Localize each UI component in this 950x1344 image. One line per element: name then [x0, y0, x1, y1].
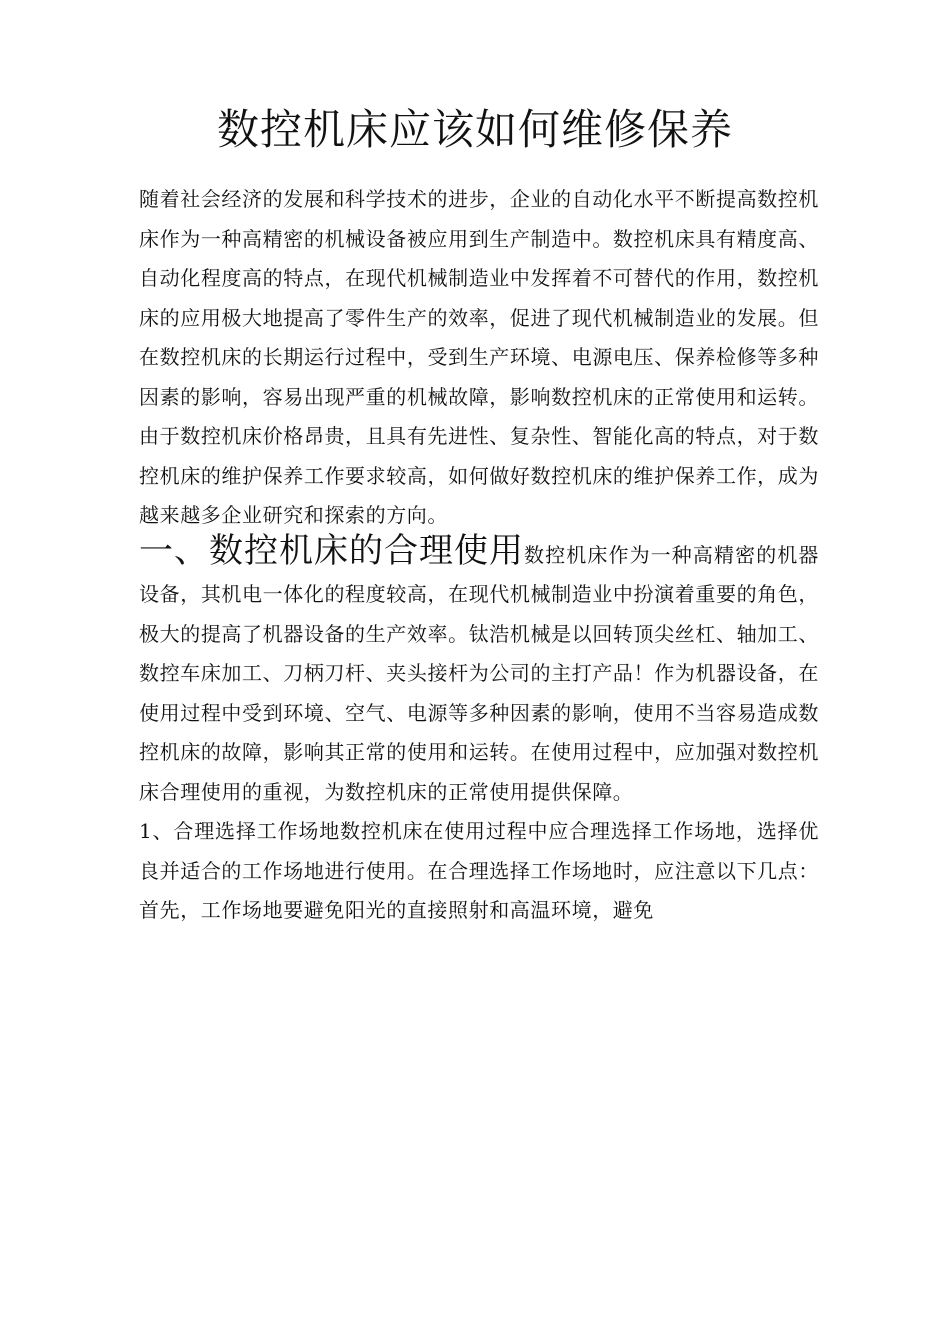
point-1-paragraph: 1、合理选择工作场地数控机床在使用过程中应合理选择工作场地，选择优良并适合的工作场地进行使用。在合理选择工作场地时，应注意以下几点：首先，工作场地要避免阳光的直接照射和高温环境，避免	[139, 819, 819, 922]
document-body	[139, 180, 819, 931]
intro-paragraph: 随着社会经济的发展和科学技术的进步，企业的自动化水平不断提高数控机床作为一种高精密的机械设备被应用到生产制造中。数控机床具有精度高、自动化程度高的特点，在现代机械制造业中发挥着不可替代的作用，数控机床的应用极大地提高了零件生产的效率，促进了现代机械制造业的发展。但在数控机床的长期运行过程中，受到生产环境、电源电压、保养检修等多种因素的影响，容易出现严重的机械故障，影响数控机床的正常使用和运转。由于数控机床价格昂贵，且具有先进性、复杂性、智能化高的特点，对于数控机床的维护保养工作要求较高，如何做好数控机床的维护保养工作，成为越来越多企业研究和探索的方向。	[139, 187, 819, 527]
section-1	[139, 532, 819, 813]
section-1-text: 数控机床作为一种高精密的机器设备，其机电一体化的程度较高，在现代机械制造业中扮演着重要的角色，极大的提高了机器设备的生产效率。钛浩机械是以回转顶尖丝杠、轴加工、数控车床加工、刀柄刀杆、夹头接杆为公司的主打产品！作为机器设备，在使用过程中受到环境、空气、电源等多种因素的影响，使用不当容易造成数控机床的故障，影响其正常的使用和运转。在使用过程中，应加强对数控机床合理使用的重视，为数控机床的正常使用提供保障。	[139, 542, 819, 804]
section-1-heading: 一、数控机床的合理使用	[139, 530, 525, 571]
document-title: 数控机床应该如何维修保养	[216, 105, 733, 154]
